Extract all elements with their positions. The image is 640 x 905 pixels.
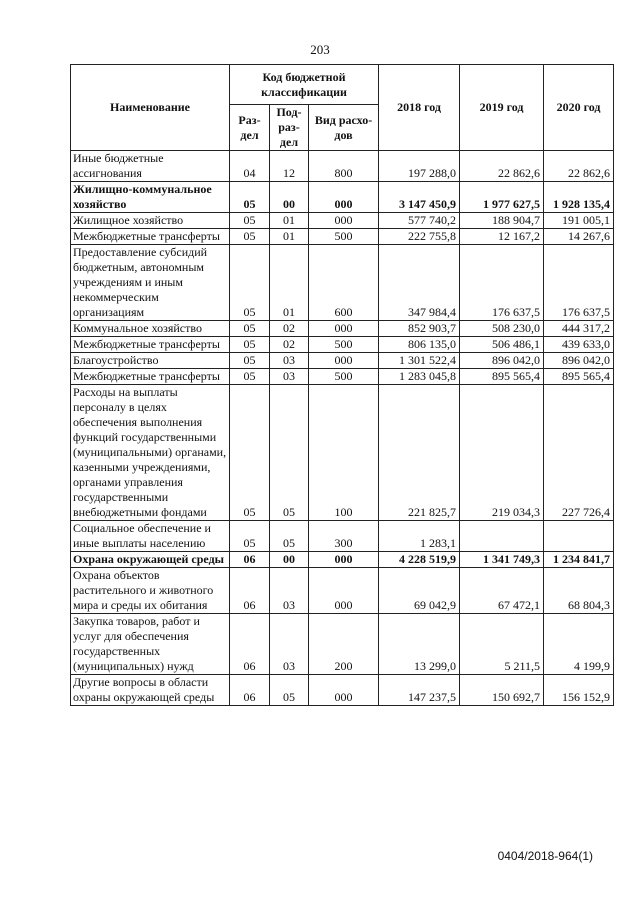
header-subsection: Под-раз-дел: [270, 105, 309, 151]
header-name: Наименование: [71, 65, 230, 151]
row-subsection: 03: [270, 369, 309, 385]
row-section: 05: [230, 385, 270, 521]
row-value-2019: 1 977 627,5: [460, 182, 544, 213]
row-value-2019: 895 565,4: [460, 369, 544, 385]
row-value-2020: 896 042,0: [544, 353, 614, 369]
row-value-2020: 191 005,1: [544, 213, 614, 229]
row-subsection: 03: [270, 568, 309, 614]
row-subsection: 01: [270, 213, 309, 229]
row-name: Иные бюджетные ассигнования: [71, 151, 230, 182]
row-expense-type: 500: [309, 229, 379, 245]
row-expense-type: 000: [309, 568, 379, 614]
row-section: 06: [230, 568, 270, 614]
row-name: Расходы на выплаты персоналу в целях обеспечения выполнения функций государственными (муниципальными) органами, казенными учреждениями, органами управления государственными внебюджетными фондами: [71, 385, 230, 521]
row-section: 05: [230, 213, 270, 229]
row-subsection: 03: [270, 353, 309, 369]
row-expense-type: 300: [309, 521, 379, 552]
row-value-2020: 14 267,6: [544, 229, 614, 245]
row-name: Межбюджетные трансферты: [71, 229, 230, 245]
row-section: 05: [230, 369, 270, 385]
row-subsection: 05: [270, 521, 309, 552]
row-value-2020: 227 726,4: [544, 385, 614, 521]
row-value-2018: 1 301 522,4: [379, 353, 460, 369]
row-value-2018: 147 237,5: [379, 675, 460, 706]
row-subsection: 01: [270, 245, 309, 321]
row-section: 06: [230, 552, 270, 568]
row-expense-type: 200: [309, 614, 379, 675]
row-value-2020: 1 234 841,7: [544, 552, 614, 568]
row-subsection: 12: [270, 151, 309, 182]
row-value-2018: 852 903,7: [379, 321, 460, 337]
row-section: 05: [230, 245, 270, 321]
row-section: 05: [230, 182, 270, 213]
row-value-2018: 347 984,4: [379, 245, 460, 321]
row-expense-type: 000: [309, 353, 379, 369]
row-section: 04: [230, 151, 270, 182]
row-value-2019: 896 042,0: [460, 353, 544, 369]
row-value-2019: 176 637,5: [460, 245, 544, 321]
row-section: 05: [230, 521, 270, 552]
row-value-2018: 1 283,1: [379, 521, 460, 552]
row-value-2018: 13 299,0: [379, 614, 460, 675]
page-number: 203: [310, 42, 330, 57]
row-name: Социальное обеспечение и иные выплаты населению: [71, 521, 230, 552]
row-value-2020: 895 565,4: [544, 369, 614, 385]
header-year-2019: 2019 год: [460, 65, 544, 151]
row-value-2018: 806 135,0: [379, 337, 460, 353]
row-value-2018: 221 825,7: [379, 385, 460, 521]
row-expense-type: 000: [309, 213, 379, 229]
table-row: [71, 229, 614, 245]
row-name: Жилищное хозяйство: [71, 213, 230, 229]
row-subsection: 01: [270, 229, 309, 245]
row-value-2020: 176 637,5: [544, 245, 614, 321]
row-name: Охрана окружающей среды: [71, 552, 230, 568]
row-value-2019: 508 230,0: [460, 321, 544, 337]
header-section: Раз-дел: [230, 105, 270, 151]
row-section: 05: [230, 229, 270, 245]
table-row: [71, 151, 614, 182]
row-section: 06: [230, 675, 270, 706]
row-name: Благоустройство: [71, 353, 230, 369]
row-value-2019: 1 341 749,3: [460, 552, 544, 568]
table-row: [71, 552, 614, 568]
row-name: Закупка товаров, работ и услуг для обеспечения государственных (муниципальных) нужд: [71, 614, 230, 675]
row-value-2020: 1 928 135,4: [544, 182, 614, 213]
row-expense-type: 000: [309, 552, 379, 568]
header-expense-type: Вид расхо-дов: [309, 105, 379, 151]
table-row: [71, 369, 614, 385]
table-row: [71, 337, 614, 353]
document-code: 0404/2018-964(1): [497, 849, 593, 863]
row-expense-type: 000: [309, 182, 379, 213]
row-subsection: 05: [270, 385, 309, 521]
table-row: [71, 321, 614, 337]
row-value-2019: 67 472,1: [460, 568, 544, 614]
row-value-2019: 219 034,3: [460, 385, 544, 521]
row-value-2020: 4 199,9: [544, 614, 614, 675]
row-subsection: 00: [270, 552, 309, 568]
row-section: 05: [230, 321, 270, 337]
row-subsection: 02: [270, 321, 309, 337]
row-section: 05: [230, 353, 270, 369]
row-section: 06: [230, 614, 270, 675]
row-value-2019: 506 486,1: [460, 337, 544, 353]
table-row: [71, 675, 614, 706]
header-year-2018: 2018 год: [379, 65, 460, 151]
table-row: [71, 614, 614, 675]
row-value-2018: 577 740,2: [379, 213, 460, 229]
table-row: [71, 353, 614, 369]
row-name: Жилищно-коммунальное хозяйство: [71, 182, 230, 213]
row-name: Охрана объектов растительного и животного мира и среды их обитания: [71, 568, 230, 614]
row-value-2018: 1 283 045,8: [379, 369, 460, 385]
row-value-2019: 150 692,7: [460, 675, 544, 706]
row-value-2019: 12 167,2: [460, 229, 544, 245]
row-expense-type: 800: [309, 151, 379, 182]
row-name: Коммунальное хозяйство: [71, 321, 230, 337]
table-row: [71, 213, 614, 229]
row-value-2019: 188 904,7: [460, 213, 544, 229]
table-body: [71, 151, 614, 706]
table-row: [71, 385, 614, 521]
row-name: Предоставление субсидий бюджетным, автономным учреждениям и иным некоммерческим организациям: [71, 245, 230, 321]
row-value-2019: 22 862,6: [460, 151, 544, 182]
row-subsection: 03: [270, 614, 309, 675]
row-expense-type: 500: [309, 369, 379, 385]
table-row: [71, 245, 614, 321]
row-value-2018: 4 228 519,9: [379, 552, 460, 568]
row-expense-type: 100: [309, 385, 379, 521]
row-expense-type: 500: [309, 337, 379, 353]
table-row: [71, 568, 614, 614]
row-expense-type: 600: [309, 245, 379, 321]
table-row: [71, 521, 614, 552]
row-name: Другие вопросы в области охраны окружающей среды: [71, 675, 230, 706]
header-year-2020: 2020 год: [544, 65, 614, 151]
row-subsection: 05: [270, 675, 309, 706]
row-name: Межбюджетные трансферты: [71, 337, 230, 353]
row-expense-type: 000: [309, 321, 379, 337]
row-value-2018: 197 288,0: [379, 151, 460, 182]
row-value-2020: 439 633,0: [544, 337, 614, 353]
row-value-2018: 69 042,9: [379, 568, 460, 614]
row-value-2020: 156 152,9: [544, 675, 614, 706]
row-section: 05: [230, 337, 270, 353]
row-subsection: 02: [270, 337, 309, 353]
row-value-2018: 222 755,8: [379, 229, 460, 245]
header-code-group: Код бюджетной классификации: [230, 65, 379, 105]
row-value-2019: [460, 521, 544, 552]
budget-table: [70, 64, 614, 706]
row-subsection: 00: [270, 182, 309, 213]
row-value-2018: 3 147 450,9: [379, 182, 460, 213]
row-value-2020: 68 804,3: [544, 568, 614, 614]
row-value-2020: 444 317,2: [544, 321, 614, 337]
row-expense-type: 000: [309, 675, 379, 706]
row-value-2019: 5 211,5: [460, 614, 544, 675]
row-value-2020: 22 862,6: [544, 151, 614, 182]
row-name: Межбюджетные трансферты: [71, 369, 230, 385]
table-row: [71, 182, 614, 213]
row-value-2020: [544, 521, 614, 552]
